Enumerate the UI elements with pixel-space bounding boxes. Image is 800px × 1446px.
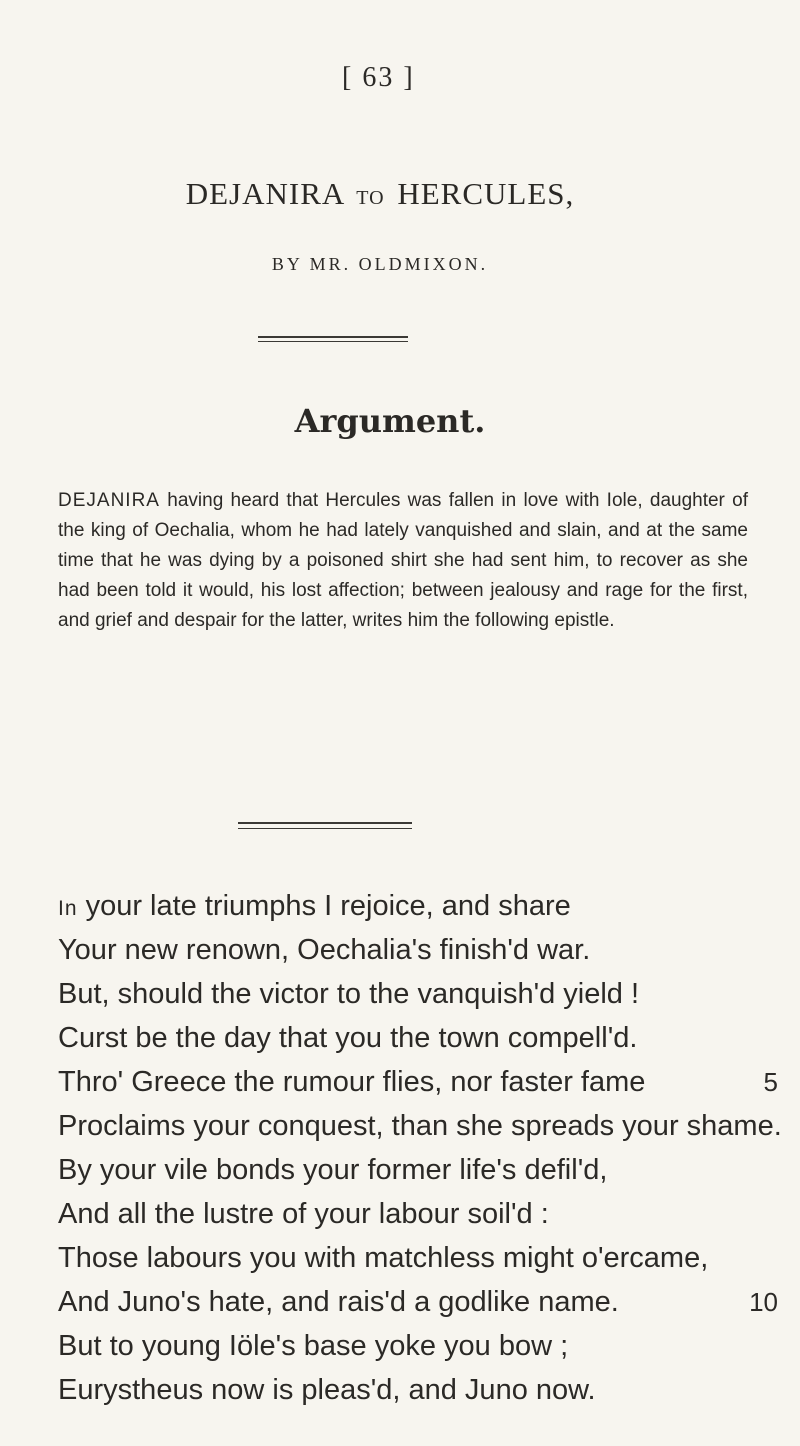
line-text: Eurystheus now is pleas'd, and Juno now. [58,1374,596,1406]
poem-line [58,1104,782,1148]
argument-name: DEJANIRA [58,490,160,511]
poem-line [58,1324,778,1368]
poem-line [58,1236,778,1280]
argument-heading: Argument. [294,402,486,440]
title-part-1: DEJANIRA [185,176,344,211]
poem-line [58,972,778,1016]
poem-line [58,928,778,972]
title-connector: TO [356,187,385,209]
line-text: Thro' Greece the rumour flies, nor faster fame [58,1066,646,1098]
line-text: Those labours you with matchless might o'ercame, [58,1242,709,1274]
divider-rule [258,341,408,342]
poem-line [58,1060,778,1104]
byline: BY MR. OLDMIXON. [271,254,489,274]
line-text: And all the lustre of your labour soil'd : [58,1198,549,1230]
line-text: your late triumphs I rejoice, and share [85,890,571,922]
line-text: By your vile bonds your former life's defil'd, [58,1154,608,1186]
poem-line [58,1192,778,1236]
poem [58,884,782,1412]
divider-rule [238,822,412,824]
line-text: But, should the victor to the vanquish'd yield ! [58,978,640,1010]
line-text: Curst be the day that you the town compell'd. [58,1022,638,1054]
argument-text [58,486,748,636]
divider-rule [238,828,412,829]
line-text: Proclaims your conquest, than she spreads your shame. [58,1110,782,1142]
page-number: [ 63 ] [342,62,415,93]
line-text: Your new renown, Oechalia's finish'd war. [58,934,591,966]
line-number: 10 [749,1287,778,1317]
poem-line [58,1148,778,1192]
poem-line [58,884,778,928]
line-text: And Juno's hate, and rais'd a godlike name. [58,1286,619,1318]
line-text: But to young Iöle's base yoke you bow ; [58,1330,569,1362]
title-part-2: HERCULES, [397,176,575,211]
divider-rule [258,336,408,338]
poem-line [58,1280,778,1324]
poem-line [58,1368,778,1412]
first-initial: In [58,897,78,920]
argument-body: having heard that Hercules was fallen in love with Iole, daughter of the king of Oechalia, whom he had lately vanquished and slain, and at the same time that he was dying by a poisoned shirt she had sent him, to recover as she had been told it would, his lost affection; between jealousy and rage for the first, and grief and despair for the latter, writes him the following epistle. [58,490,749,631]
poem-line [58,1016,778,1060]
poem-title [0,176,760,212]
line-number: 5 [763,1067,778,1097]
